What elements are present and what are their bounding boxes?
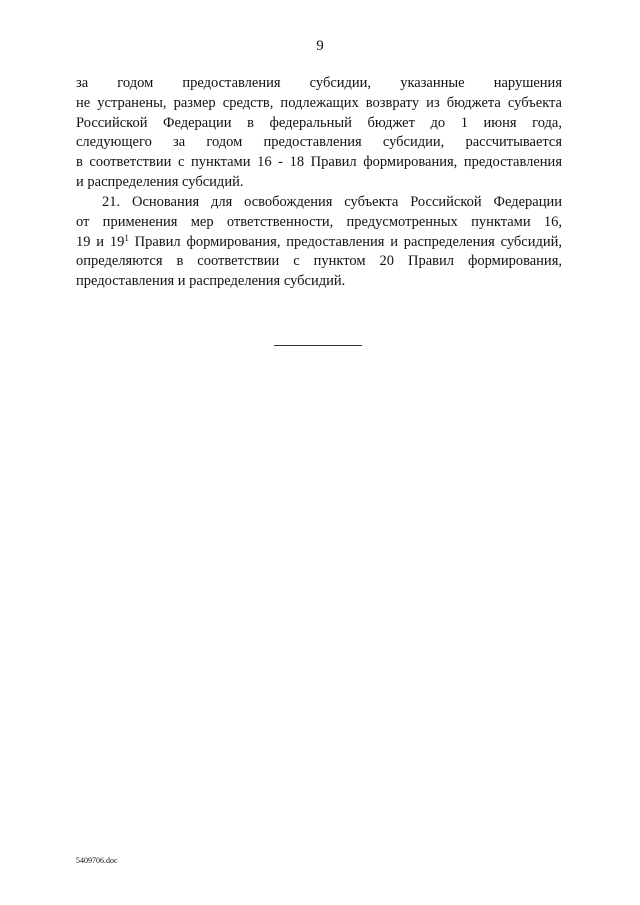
paragraph-1-line-6: и распределения субсидий. bbox=[76, 173, 244, 190]
paragraph-2-line-2: от применения мер ответственности, предусмотренных пунктами 16, bbox=[76, 213, 562, 230]
paragraph-2-line-5: предоставления и распределения субсидий. bbox=[76, 273, 346, 290]
footnote-superscript: 1 bbox=[124, 232, 129, 243]
paragraph-1-line-4: следующего за годом предоставления субсидии, рассчитывается bbox=[76, 134, 562, 151]
paragraph-2 bbox=[76, 193, 562, 292]
paragraph-1-line-5: в соответствии с пунктами 16 - 18 Правил формирования, предоставления bbox=[76, 154, 562, 171]
paragraph-2-line-3-start: 19 и 19 bbox=[76, 233, 125, 250]
paragraph-2-line-3-end: Правил формирования, предоставления и распределения субсидий, bbox=[128, 233, 562, 250]
paragraph-2-line-4: определяются в соответствии с пунктом 20 Правил формирования, bbox=[76, 253, 562, 270]
page-number: 9 bbox=[316, 38, 324, 54]
paragraph-2-line-3 bbox=[76, 233, 562, 253]
document-id: 5409706.doc bbox=[76, 856, 118, 865]
paragraph-2-line-1: 21. Основания для освобождения субъекта Российской Федерации bbox=[102, 194, 562, 210]
paragraph-1-line-3: Российской Федерации в федеральный бюджет до 1 июня года, bbox=[76, 114, 562, 131]
paragraph-1-line-2: не устранены, размер средств, подлежащих возврату из бюджета субъекта bbox=[76, 94, 562, 111]
paragraph-1 bbox=[76, 74, 562, 193]
end-of-document-rule bbox=[274, 345, 362, 346]
paragraph-1-line-1: за годом предоставления субсидии, указанные нарушения bbox=[76, 75, 562, 91]
